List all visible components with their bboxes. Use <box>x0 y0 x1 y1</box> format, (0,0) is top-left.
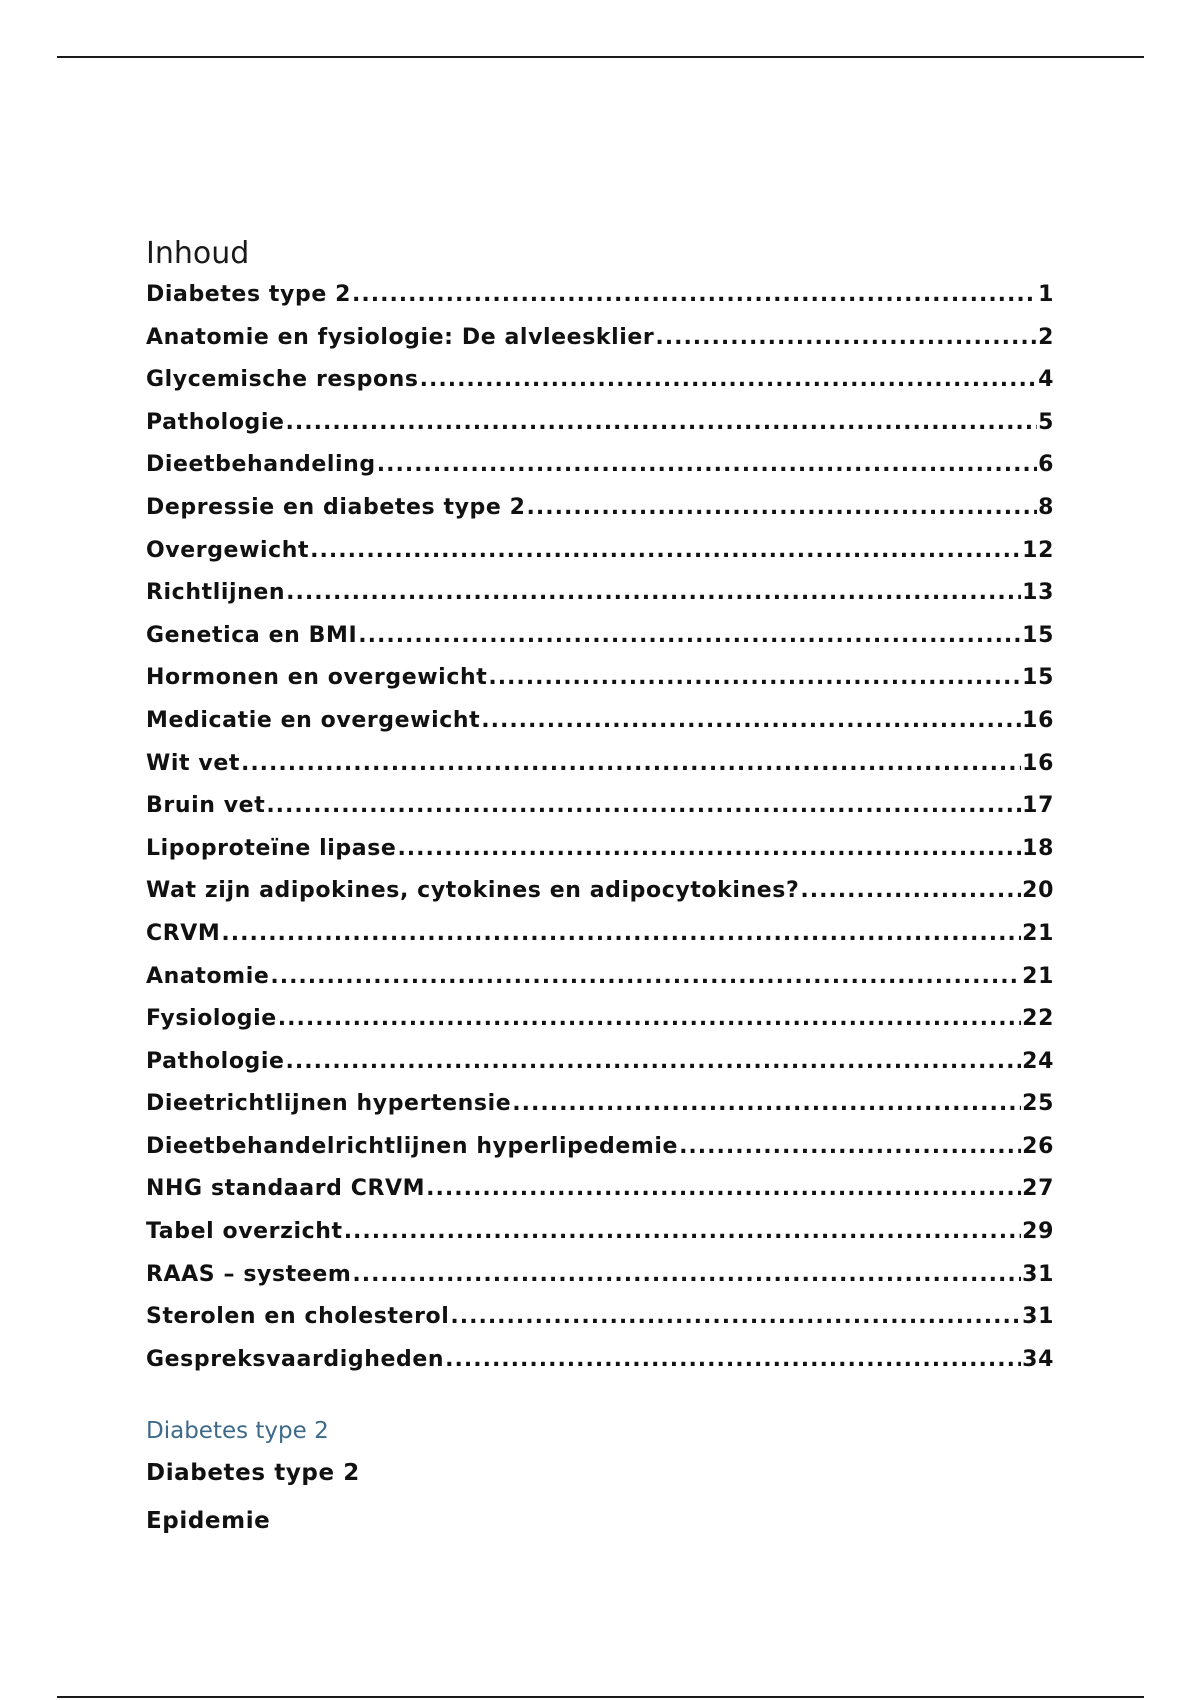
toc-entry-page-number: 12 <box>1022 537 1054 563</box>
toc-entry-label: Fysiologie <box>146 1006 277 1032</box>
toc-dot-leader <box>512 1091 1021 1116</box>
toc-entry[interactable] <box>146 751 1054 794</box>
toc-dot-leader <box>655 325 1037 350</box>
toc-entry[interactable] <box>146 1262 1054 1305</box>
toc-entry-label: Wat zijn adipokines, cytokines en adipocytokines? <box>146 878 800 904</box>
toc-dot-leader <box>481 708 1021 733</box>
toc-entry-label: Depressie en diabetes type 2 <box>146 494 526 520</box>
toc-entry-label: Dieetbehandelrichtlijnen hyperlipedemie <box>146 1133 679 1159</box>
toc-entry[interactable] <box>146 452 1054 495</box>
section-subtitle: Epidemie <box>146 1508 271 1535</box>
toc-entry-label: Dieetbehandeling <box>146 452 376 478</box>
toc-entry-label: Sterolen en cholesterol <box>146 1304 450 1330</box>
toc-entry[interactable] <box>146 325 1054 368</box>
toc-entry-label: Dieetrichtlijnen hypertensie <box>146 1091 512 1117</box>
toc-entry[interactable] <box>146 836 1054 879</box>
toc-entry-page-number: 34 <box>1022 1346 1054 1372</box>
toc-dot-leader <box>488 665 1021 690</box>
toc-entry[interactable] <box>146 1091 1054 1134</box>
header-rule <box>57 56 1144 58</box>
toc-entry-page-number: 5 <box>1038 409 1054 435</box>
toc-entry-page-number: 8 <box>1038 494 1054 520</box>
toc-entry[interactable] <box>146 1219 1054 1262</box>
toc-entry-page-number: 24 <box>1022 1048 1054 1074</box>
toc-entry-label: Diabetes type 2 <box>146 282 352 307</box>
toc-entry-page-number: 16 <box>1022 750 1054 776</box>
toc-dot-leader <box>377 452 1037 477</box>
toc-entry-page-number: 16 <box>1022 707 1054 733</box>
toc-dot-leader <box>221 921 1021 946</box>
toc-dot-leader <box>266 793 1021 818</box>
toc-entry-label: Overgewicht <box>146 537 310 563</box>
toc-dot-leader <box>450 1304 1021 1329</box>
toc-dot-leader <box>420 367 1037 392</box>
toc-entry-label: Anatomie <box>146 963 270 989</box>
footer-rule <box>57 1696 1144 1698</box>
toc-entry[interactable] <box>146 793 1054 836</box>
toc-title: Inhoud <box>146 236 250 271</box>
section-heading: Diabetes type 2 <box>146 1418 329 1445</box>
toc-entry[interactable] <box>146 538 1054 581</box>
toc-entry-page-number: 31 <box>1022 1261 1054 1287</box>
toc-entry-label: Richtlijnen <box>146 580 286 606</box>
toc-entry-label: Pathologie <box>146 1048 285 1074</box>
toc-entry-page-number: 29 <box>1022 1219 1054 1245</box>
toc-dot-leader <box>445 1347 1021 1372</box>
toc-entry[interactable] <box>146 1049 1054 1092</box>
toc-entry[interactable] <box>146 580 1054 623</box>
toc-dot-leader <box>278 1006 1021 1031</box>
toc-entry-label: NHG standaard CRVM <box>146 1176 426 1202</box>
toc-entry-label: Genetica en BMI <box>146 622 358 648</box>
toc-entry[interactable] <box>146 1176 1054 1219</box>
toc-entry[interactable] <box>146 1006 1054 1049</box>
toc-entry[interactable] <box>146 878 1054 921</box>
toc-dot-leader <box>800 878 1021 903</box>
toc-entry-page-number: 21 <box>1022 963 1054 989</box>
toc-entry-label: Gespreksvaardigheden <box>146 1346 445 1372</box>
toc-entry-label: Hormonen en overgewicht <box>146 665 488 691</box>
toc-dot-leader <box>358 623 1021 648</box>
toc-entry-page-number: 15 <box>1022 622 1054 648</box>
toc-entry[interactable] <box>146 921 1054 964</box>
toc-entry-page-number: 1 <box>1038 282 1054 307</box>
toc-entry[interactable] <box>146 1304 1054 1347</box>
toc-entry[interactable] <box>146 708 1054 751</box>
toc-entry-page-number: 21 <box>1022 920 1054 946</box>
toc-entry-label: Bruin vet <box>146 793 266 819</box>
toc-entry-page-number: 2 <box>1038 324 1054 350</box>
toc-entry-label: RAAS – systeem <box>146 1261 352 1287</box>
toc-entry-page-number: 25 <box>1022 1091 1054 1117</box>
toc-entry-page-number: 13 <box>1022 580 1054 606</box>
toc-dot-leader <box>286 580 1021 605</box>
toc-entry[interactable] <box>146 367 1054 410</box>
section-title: Diabetes type 2 <box>146 1460 360 1487</box>
toc-entry-label: CRVM <box>146 920 221 946</box>
table-of-contents <box>146 282 1054 1389</box>
toc-entry[interactable] <box>146 282 1054 325</box>
toc-dot-leader <box>344 1219 1021 1244</box>
toc-entry-page-number: 27 <box>1022 1176 1054 1202</box>
toc-entry-page-number: 6 <box>1038 452 1054 478</box>
toc-dot-leader <box>286 410 1038 435</box>
toc-entry-page-number: 31 <box>1022 1304 1054 1330</box>
toc-entry-label: Medicatie en overgewicht <box>146 707 481 733</box>
toc-entry[interactable] <box>146 1347 1054 1390</box>
toc-entry-page-number: 4 <box>1038 367 1054 393</box>
toc-entry[interactable] <box>146 495 1054 538</box>
toc-entry-page-number: 22 <box>1022 1006 1054 1032</box>
toc-entry-label: Pathologie <box>146 409 285 435</box>
toc-entry-page-number: 20 <box>1022 878 1054 904</box>
toc-dot-leader <box>527 495 1038 520</box>
toc-entry-label: Anatomie en fysiologie: De alvleesklier <box>146 324 655 350</box>
toc-entry-label: Tabel overzicht <box>146 1219 343 1245</box>
toc-dot-leader <box>310 538 1021 563</box>
toc-entry[interactable] <box>146 410 1054 453</box>
toc-dot-leader <box>426 1176 1021 1201</box>
toc-entry-label: Wit vet <box>146 750 240 776</box>
toc-entry[interactable] <box>146 964 1054 1007</box>
toc-dot-leader <box>352 1262 1021 1287</box>
toc-entry-label: Lipoproteïne lipase <box>146 835 397 861</box>
toc-dot-leader <box>397 836 1021 861</box>
toc-dot-leader <box>679 1134 1021 1159</box>
toc-entry-page-number: 17 <box>1022 793 1054 819</box>
toc-dot-leader <box>241 751 1021 776</box>
toc-entry-page-number: 15 <box>1022 665 1054 691</box>
toc-entry[interactable] <box>146 1134 1054 1177</box>
toc-dot-leader <box>352 282 1037 307</box>
toc-entry[interactable] <box>146 665 1054 708</box>
toc-entry-page-number: 18 <box>1022 835 1054 861</box>
toc-dot-leader <box>270 964 1021 989</box>
toc-entry-page-number: 26 <box>1022 1133 1054 1159</box>
toc-entry[interactable] <box>146 623 1054 666</box>
toc-entry-label: Glycemische respons <box>146 367 419 393</box>
page-content <box>146 232 1054 1541</box>
toc-dot-leader <box>286 1049 1022 1074</box>
